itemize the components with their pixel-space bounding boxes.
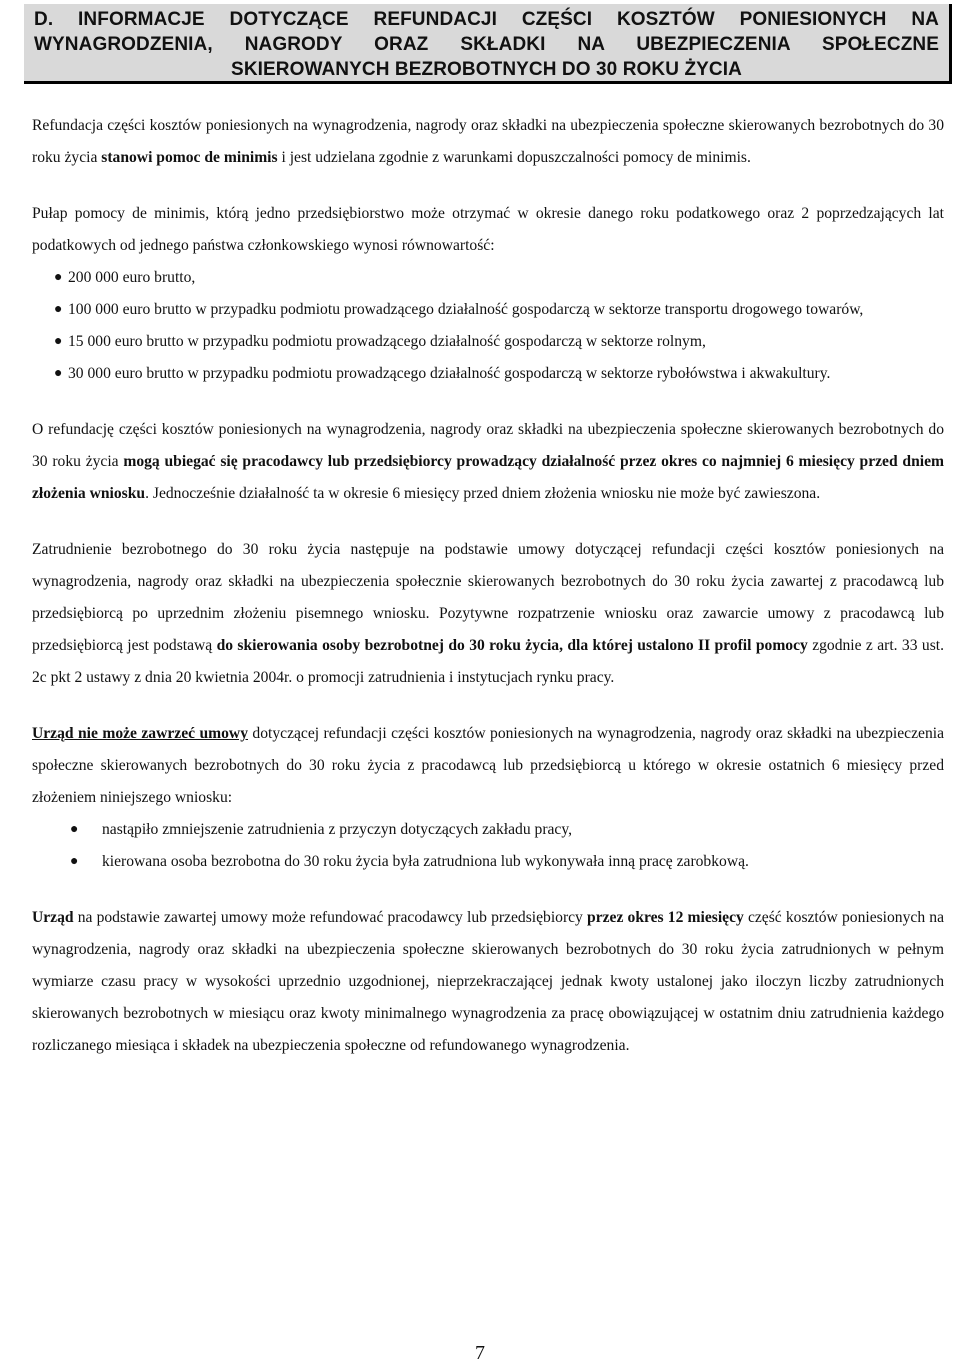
spacer <box>32 694 944 718</box>
paragraph-text: zgodnie z art. 33 ust. 2c pkt 2 ustawy z dnia 20 kwietnia 2004r. o promocji zatrudnienia i instytucjach rynku pracy. <box>32 637 944 686</box>
paragraph-text: dotyczącej refundacji części kosztów poniesionych na wynagrodzenia, nagrody oraz składki na ubezpieczenia społeczne skierowanych bezrobotnych do 30 roku życia z pracodawcą lub przedsiębiorcą u którego w okresie ostatnich 6 miesięcy przed złożeniem niniejszego wniosku: <box>32 725 944 806</box>
section-header <box>24 4 952 84</box>
spacer <box>32 510 944 534</box>
paragraph-bold-text: przez okres 12 miesięcy <box>587 909 744 926</box>
paragraph-text: na podstawie zawartej umowy może refundować pracodawcy lub przedsiębiorcy <box>73 909 588 926</box>
list-item-text: 200 000 euro brutto, <box>68 269 196 286</box>
paragraph-eligibility <box>32 414 944 510</box>
paragraph-text: O refundację części kosztów poniesionych na wynagrodzenia, nagrody oraz składki na ubezpieczenia społeczne skierowanych bezrobotnych do 30 roku życia <box>32 421 944 470</box>
paragraph-limit: Pułap pomocy de minimis, którą jedno przedsiębiorstwo może otrzymać w okresie danego roku podatkowego oraz 2 poprzedzających lat podatkowych od jednego państwa członkowskiego wynosi równowartość: <box>32 205 944 254</box>
paragraph-employment <box>32 534 944 694</box>
paragraph-bold-text: stanowi pomoc de minimis <box>101 149 278 166</box>
paragraph-text: Zatrudnienie bezrobotnego do 30 roku życia następuje na podstawie umowy dotyczącej refundacji części kosztów poniesionych na wynagrodzenia, nagrody oraz składki na ubezpieczenia społecznie skierowanych bezrobotnych do 30 roku życia zawartej z pracodawcą lub przedsiębiorcą po uprzednim złożeniu pisemnego wniosku. Pozytywne rozpatrzenie wniosku oraz zawarcie umowy z pracodawcą lub przedsiębiorcą jest podstawą <box>32 541 944 654</box>
spacer <box>32 878 944 902</box>
list-item-text: 30 000 euro brutto w przypadku podmiotu prowadzącego działalność gospodarczą w sektorze rybołówstwa i akwakultury. <box>68 365 831 382</box>
restriction-list <box>32 814 944 878</box>
paragraph-text: i jest udzielana zgodnie z warunkami dopuszczalności pomocy de minimis. <box>277 149 751 166</box>
list-item <box>32 814 944 846</box>
document-body <box>32 110 944 1062</box>
paragraph-text: część kosztów poniesionych na wynagrodzenia, nagrody oraz składki na ubezpieczenia społeczne skierowanych bezrobotnych do 30 roku życia zatrudnionych w pełnym wymiarze czasu pracy w wysokości uprzednio uzgodnionej, nieprzekraczającej jednak kwoty ustalonej jako iloczyn liczby zatrudnionych skierowanych bezrobotnych w miesiącu oraz kwoty minimalnego wynagrodzenia za pracę obowiązującej w ostatnim dniu zatrudnienia każdego rozliczanego miesiąca i składek na ubezpieczenia społeczne od refundowanego wynagrodzenia. <box>32 909 944 1054</box>
bullet-icon: ● <box>54 366 63 381</box>
bullet-icon: ● <box>54 334 63 349</box>
bullet-icon: ● <box>54 270 63 285</box>
paragraph-de-minimis <box>32 110 944 174</box>
list-item-text: nastąpiło zmniejszenie zatrudnienia z przyczyn dotyczących zakładu pracy, <box>102 821 573 838</box>
list-item <box>32 326 944 358</box>
bullet-icon: ● <box>54 302 63 317</box>
paragraph-bold-text: Urząd <box>32 909 74 926</box>
paragraph-underlined-text: Urząd nie może zawrzeć umowy <box>32 725 248 742</box>
paragraph-restrictions <box>32 718 944 814</box>
list-item <box>32 846 944 878</box>
list-item-text: 15 000 euro brutto w przypadku podmiotu prowadzącego działalność gospodarczą w sektorze rolnym, <box>68 333 706 350</box>
list-item <box>32 262 944 294</box>
spacer <box>32 390 944 414</box>
list-item <box>32 294 944 326</box>
paragraph-refund-period <box>32 902 944 1062</box>
section-title: D. INFORMACJE DOTYCZĄCE REFUNDACJI CZĘŚCI KOSZTÓW PONIESIONYCH NA WYNAGRODZENIA, NAGRODY ORAZ SKŁADKI NA UBEZPIECZENIA SPOŁECZNE SKIEROWANYCH BEZROBOTNYCH DO 30 ROKU ŻYCIA <box>34 9 939 80</box>
list-item <box>32 358 944 390</box>
paragraph-text: . Jednocześnie działalność ta w okresie 6 miesięcy przed dniem złożenia wniosku nie może być zawieszona. <box>145 485 821 502</box>
limit-list <box>32 262 944 390</box>
bullet-icon: ● <box>70 854 79 869</box>
bullet-icon: ● <box>70 822 79 837</box>
paragraph-text: Refundacja części kosztów poniesionych na wynagrodzenia, nagrody oraz składki na ubezpieczenia społeczne skierowanych bezrobotnych do 30 roku życia <box>32 117 944 166</box>
list-item-text: 100 000 euro brutto w przypadku podmiotu prowadzącego działalność gospodarczą w sektorze transportu drogowego towarów, <box>68 301 864 318</box>
page-number: 7 <box>475 1342 485 1364</box>
paragraph-bold-text: do skierowania osoby bezrobotnej do 30 roku życia, dla której ustalono II profil pomocy <box>216 637 808 654</box>
list-item-text: kierowana osoba bezrobotna do 30 roku życia była zatrudniona lub wykonywała inną pracę zarobkową. <box>102 853 749 870</box>
paragraph-bold-text: mogą ubiegać się pracodawcy lub przedsiębiorcy prowadzący działalność przez okres co najmniej 6 miesięcy przed dniem złożenia wniosku <box>32 453 944 502</box>
